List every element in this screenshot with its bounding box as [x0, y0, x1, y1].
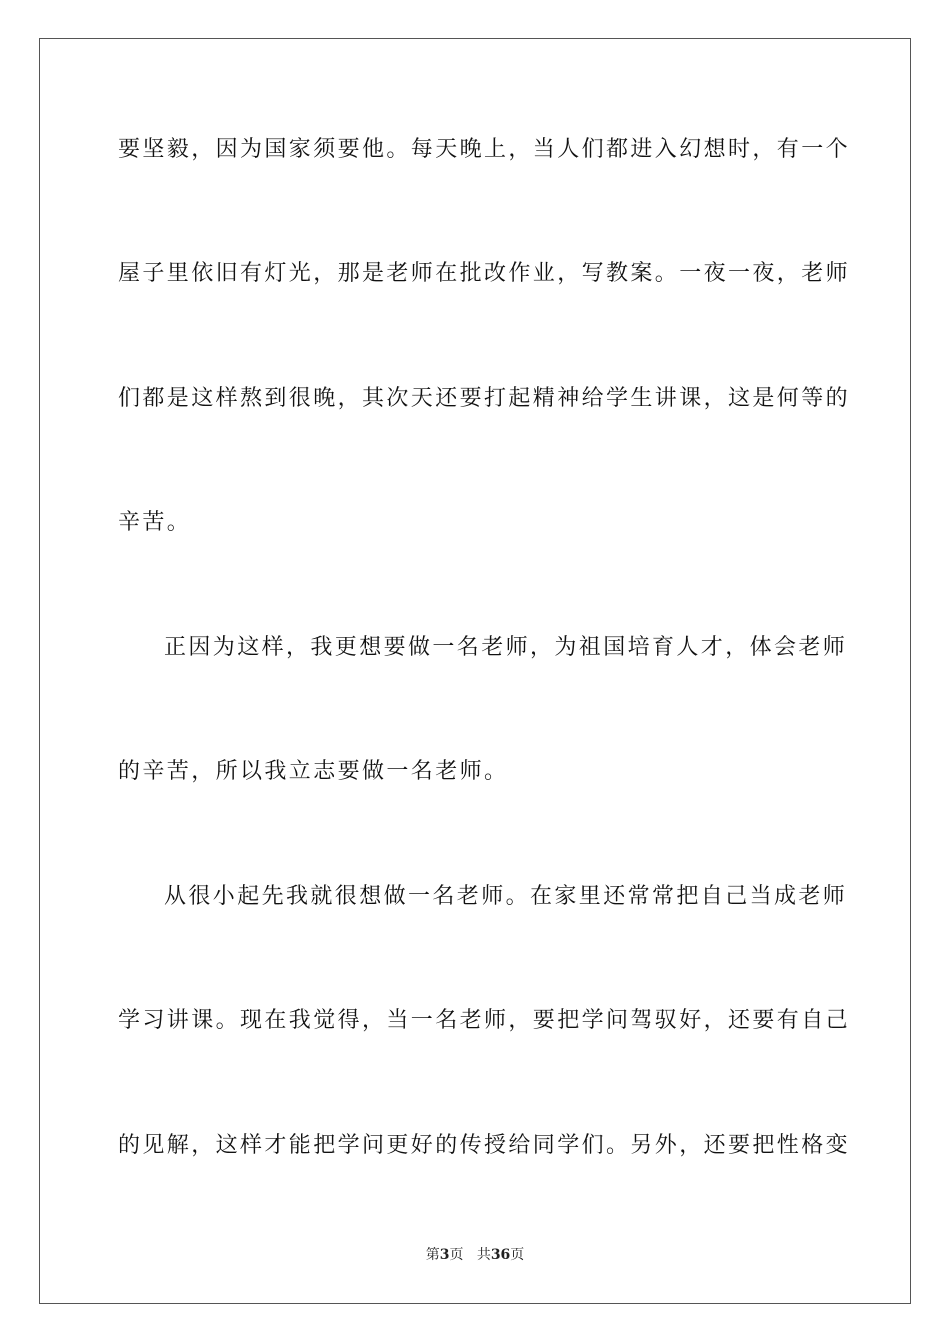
body-line-2: 屋子里依旧有灯光，那是老师在批改作业，写教案。一夜一夜，老师	[118, 261, 851, 286]
body-line-4: 辛苦。	[118, 510, 192, 535]
footer-page-suffix: 页	[449, 1247, 464, 1263]
body-line-7: 从很小起先我就很想做一名老师。在家里还常常把自己当成老师	[164, 884, 848, 909]
footer-total-prefix: 共	[476, 1247, 491, 1263]
footer-total-suffix: 页	[510, 1247, 525, 1263]
body-line-8: 学习讲课。现在我觉得，当一名老师，要把学问驾驭好，还要有自己	[118, 1008, 851, 1033]
body-line-6: 的辛苦，所以我立志要做一名老师。	[118, 759, 509, 784]
body-line-3: 们都是这样熬到很晚，其次天还要打起精神给学生讲课，这是何等的	[118, 386, 851, 411]
body-line-9: 的见解，这样才能把学问更好的传授给同学们。另外，还要把性格变	[118, 1133, 851, 1158]
footer-page-number: 3	[439, 1247, 450, 1263]
page-footer	[0, 1246, 950, 1264]
footer-total-number: 36	[490, 1247, 511, 1263]
body-line-1: 要坚毅，因为国家须要他。每天晚上，当人们都进入幻想时，有一个	[118, 137, 851, 162]
body-line-5: 正因为这样，我更想要做一名老师，为祖国培育人才，体会老师	[164, 635, 848, 660]
page-border	[39, 38, 911, 1304]
footer-page-prefix: 第	[425, 1247, 440, 1263]
